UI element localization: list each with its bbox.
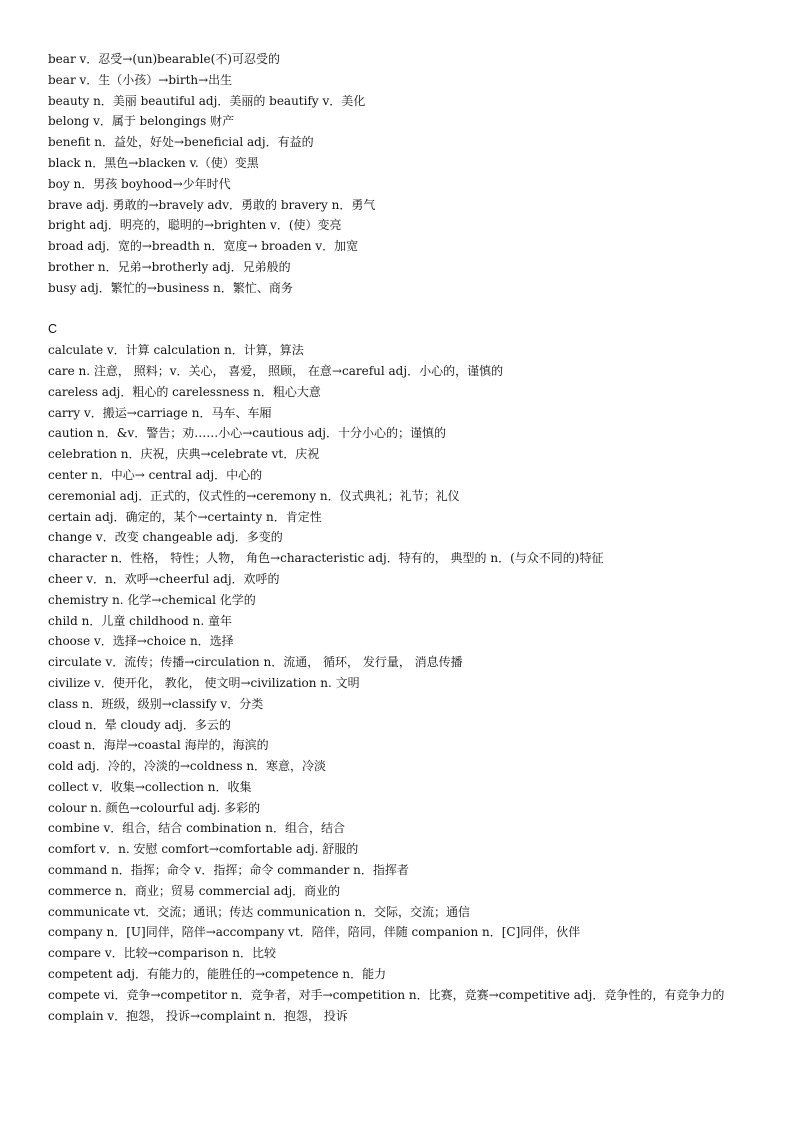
entry-choose: choose v．选择→choice n．选择 [48, 634, 234, 649]
entry-circulate: circulate v．流传；传播→circulation n．流通， 循环， 发行量， 消息传播 [48, 655, 463, 670]
entry-busy: busy adj．繁忙的→business n．繁忙、商务 [48, 280, 293, 295]
entry-careless: careless adj．粗心的 carelessness n．粗心大意 [48, 384, 321, 399]
entry-complain: complain v．抱怨， 投诉→complaint n．抱怨， 投诉 [48, 1008, 348, 1023]
entry-cheer: cheer v．n．欢呼→cheerful adj．欢呼的 [48, 571, 280, 586]
entry-combine: combine v．组合，结合 combination n．组合，结合 [48, 821, 345, 836]
entry-civilize: civilize v．使开化， 教化， 使文明→civilization n. 文明 [48, 675, 360, 690]
entry-caution: caution n．&v．警告；劝……小心→cautious adj．十分小心的；谨慎的 [48, 426, 447, 441]
entry-black: black n．黑色→blacken v.（使）变黑 [48, 155, 259, 170]
entry-character: character n．性格， 特性；人物， 角色→characteristic adj．特有的， 典型的 n．(与众不同的)特征 [48, 551, 604, 566]
entry-belong: belong v．属于 belongings 财产 [48, 114, 235, 129]
section-spacer [48, 299, 750, 320]
entry-comfort: comfort v．n. 安慰 comfort→comfortable adj. 舒服的 [48, 842, 359, 857]
entry-bear-1: bear v．忍受→(un)bearable(不)可忍受的 [48, 52, 280, 66]
entry-bear-2: bear v．生（小孩）→birth→出生 [48, 72, 233, 87]
entry-class: class n．班级，级别→classify v．分类 [48, 696, 264, 711]
entry-carry: carry v．搬运→carriage n．马车、车厢 [48, 405, 272, 420]
entry-chemistry: chemistry n. 化学→chemical 化学的 [48, 592, 256, 607]
entry-benefit: benefit n．益处，好处→beneficial adj．有益的 [48, 135, 314, 150]
entry-certain: certain adj．确定的，某个→certainty n．肯定性 [48, 509, 322, 524]
section-c-entries [48, 340, 750, 1026]
entry-colour: colour n. 颜色→colourful adj. 多彩的 [48, 800, 261, 815]
entry-center: center n．中心→ central adj．中心的 [48, 467, 263, 482]
entry-company: company n．[U]同伴，陪伴→accompany vt．陪伴，陪同，伴随 companion n．[C]同伴，伙伴 [48, 925, 581, 940]
entry-communicate: communicate vt．交流；通讯；传达 communication n．交际，交流；通信 [48, 904, 471, 919]
entry-bright: bright adj．明亮的，聪明的→brighten v．(使）变亮 [48, 218, 342, 233]
entry-ceremonial: ceremonial adj．正式的，仪式性的→ceremony n．仪式典礼；礼节；礼仪 [48, 488, 460, 503]
entry-calculate: calculate v．计算 calculation n．计算，算法 [48, 343, 304, 358]
entry-competent: competent adj．有能力的，能胜任的→competence n．能力 [48, 967, 387, 982]
entry-care: care n. 注意， 照料；v．关心， 喜爱， 照顾， 在意→careful adj．小心的，谨慎的 [48, 363, 504, 378]
entry-cloud: cloud n．晕 cloudy adj．多云的 [48, 717, 231, 732]
entry-compete: compete vi．竞争→competitor n．竞争者，对手→competition n．比赛，竞赛→competitive adj．竞争性的，有竞争力的 [48, 987, 725, 1002]
entry-beauty: beauty n．美丽 beautiful adj．美丽的 beautify v．美化 [48, 93, 366, 108]
entry-celebration: celebration n．庆祝，庆典→celebrate vt．庆祝 [48, 447, 320, 462]
entry-boy: boy n．男孩 boyhood→少年时代 [48, 176, 231, 191]
entry-compare: compare v．比较→comparison n．比较 [48, 946, 277, 961]
entry-child: child n．儿童 childhood n. 童年 [48, 613, 233, 628]
entry-broad: broad adj．宽的→breadth n．宽度→ broaden v．加宽 [48, 239, 359, 254]
entry-change: change v．改变 changeable adj．多变的 [48, 530, 283, 545]
entry-commerce: commerce n．商业；贸易 commercial adj．商业的 [48, 883, 341, 898]
section-c-heading: C [48, 322, 58, 337]
entry-coast: coast n．海岸→coastal 海岸的，海滨的 [48, 738, 269, 753]
entry-cold: cold adj．冷的，冷淡的→coldness n．寒意，冷淡 [48, 759, 327, 774]
section-b-entries [48, 49, 750, 299]
entry-brave: brave adj. 勇敢的→bravely adv．勇敢的 bravery n．勇气 [48, 197, 376, 212]
entry-brother: brother n．兄弟→brotherly adj．兄弟般的 [48, 259, 291, 274]
entry-command: command n．指挥；命令 v．指挥；命令 commander n．指挥者 [48, 863, 409, 878]
entry-collect: collect v．收集→collection n．收集 [48, 779, 252, 794]
vocabulary-page [48, 49, 750, 1026]
